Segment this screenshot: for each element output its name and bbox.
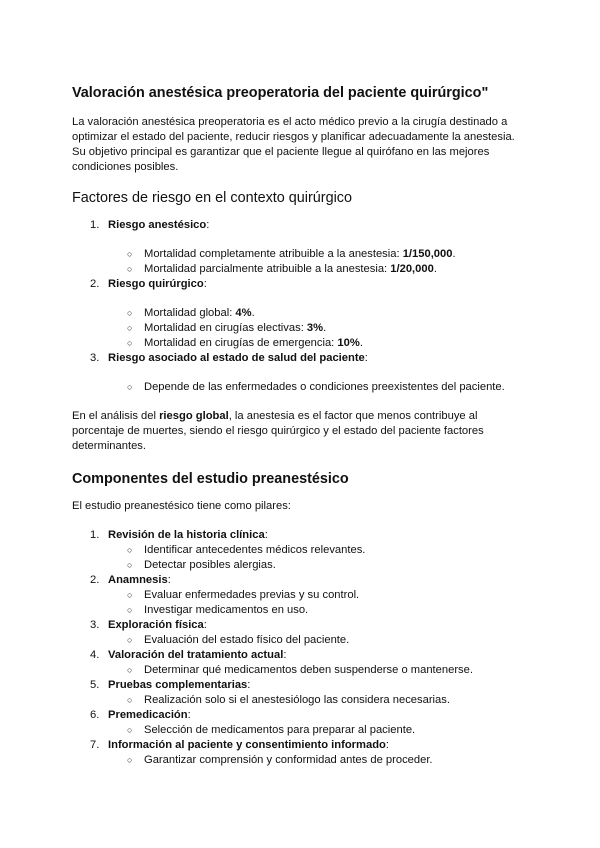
risk-list: [72, 218, 528, 395]
component-label: Valoración del tratamiento actual: [108, 649, 284, 661]
list-number: 5.: [90, 679, 100, 691]
document-content: [72, 84, 528, 774]
risk-summary-paragraph: En el análisis del riesgo global, la anestesia es el factor que menos contribuye al porcentaje de muertes, siendo el riesgo quirúrgico y el estado del paciente factores determinantes.: [72, 410, 484, 452]
list-item: ○ Investigar medicamentos en uso.: [108, 603, 528, 618]
risk-item: 2. Riesgo quirúrgico: ○ Mortalidad global: 4%. ○ Mortalidad en cirugías electivas: 3%. ○ Mortalidad en cirugías de emergencia: 10%.: [72, 277, 528, 351]
list-number: 2.: [90, 278, 100, 290]
components-section-heading: Componentes del estudio preanestésico: [72, 471, 349, 487]
list-item: ○ Garantizar comprensión y conformidad antes de proceder.: [108, 753, 528, 768]
components-list: [72, 528, 528, 768]
component-label: Revisión de la historia clínica: [108, 529, 265, 541]
component-label: Exploración física: [108, 619, 204, 631]
risk-item-label: Riesgo anestésico: [108, 219, 207, 231]
list-item: ○ Depende de las enfermedades o condiciones preexistentes del paciente.: [108, 380, 528, 395]
component-item: 1. Revisión de la historia clínica: ○ Identificar antecedentes médicos relevantes. ○ Detectar posibles alergias.: [72, 528, 528, 573]
component-sub-list: [108, 753, 528, 768]
component-sub-list: [108, 588, 528, 618]
risk-item-label: Riesgo asociado al estado de salud del paciente: [108, 352, 365, 364]
list-item: ○ Selección de medicamentos para preparar al paciente.: [108, 723, 528, 738]
list-item: ○ Mortalidad global: 4%.: [108, 306, 528, 321]
risk-item-label: Riesgo quirúrgico: [108, 278, 204, 290]
risk-item: 3. Riesgo asociado al estado de salud del paciente: ○ Depende de las enfermedades o condiciones preexistentes del paciente.: [72, 351, 528, 395]
list-number: 7.: [90, 739, 100, 751]
document-title: Valoración anestésica preoperatoria del paciente quirúrgico": [72, 85, 489, 101]
list-item: ○ Evaluar enfermedades previas y su control.: [108, 588, 528, 603]
component-item: 6. Premedicación: ○ Selección de medicamentos para preparar al paciente.: [72, 708, 528, 738]
list-number: 1.: [90, 529, 100, 541]
component-item: 2. Anamnesis: ○ Evaluar enfermedades previas y su control. ○ Investigar medicamentos en uso.: [72, 573, 528, 618]
component-item: 3. Exploración física: ○ Evaluación del estado físico del paciente.: [72, 618, 528, 648]
components-intro: El estudio preanestésico tiene como pilares:: [72, 500, 291, 512]
component-sub-list: [108, 693, 528, 708]
list-number: 4.: [90, 649, 100, 661]
component-item: 5. Pruebas complementarias: ○ Realización solo si el anestesiólogo las considera necesarias.: [72, 678, 528, 708]
component-item: 7. Información al paciente y consentimiento informado: ○ Garantizar comprensión y conformidad antes de proceder.: [72, 738, 528, 768]
risk-item: 1. Riesgo anestésico: ○ Mortalidad completamente atribuible a la anestesia: 1/150,000. ○ Mortalidad parcialmente atribuible a la anestesia: 1/20,000.: [72, 218, 528, 277]
list-item: ○ Determinar qué medicamentos deben suspenderse o mantenerse.: [108, 663, 528, 678]
list-item: ○ Realización solo si el anestesiólogo las considera necesarias.: [108, 693, 528, 708]
component-label: Información al paciente y consentimiento informado: [108, 739, 386, 751]
risk-sub-list: [108, 380, 528, 395]
list-item: ○ Mortalidad en cirugías electivas: 3%.: [108, 321, 528, 336]
component-label: Anamnesis: [108, 574, 168, 586]
component-label: Pruebas complementarias: [108, 679, 248, 691]
component-label: Premedicación: [108, 709, 188, 721]
list-item: ○ Mortalidad completamente atribuible a la anestesia: 1/150,000.: [108, 247, 528, 262]
risk-sub-list: [108, 306, 528, 351]
component-sub-list: [108, 723, 528, 738]
risk-sub-list: [108, 247, 528, 277]
intro-paragraph: La valoración anestésica preoperatoria es el acto médico previo a la cirugía destinado a optimizar el estado del paciente, reducir riesgos y planificar adecuadamente la anestesia. Su objetivo principal es garantizar que el paciente llegue al quirófano en las mejores condiciones posibles.: [72, 116, 515, 173]
list-item: ○ Identificar antecedentes médicos relevantes.: [108, 543, 528, 558]
list-item: ○ Mortalidad parcialmente atribuible a la anestesia: 1/20,000.: [108, 262, 528, 277]
component-sub-list: [108, 633, 528, 648]
risk-section-heading: Factores de riesgo en el contexto quirúrgico: [72, 190, 352, 206]
list-item: ○ Mortalidad en cirugías de emergencia: 10%.: [108, 336, 528, 351]
list-number: 3.: [90, 352, 100, 364]
list-number: 2.: [90, 574, 100, 586]
component-item: 4. Valoración del tratamiento actual: ○ Determinar qué medicamentos deben suspenderse o mantenerse.: [72, 648, 528, 678]
list-number: 3.: [90, 619, 100, 631]
list-item: ○ Detectar posibles alergias.: [108, 558, 528, 573]
component-sub-list: [108, 663, 528, 678]
component-sub-list: [108, 543, 528, 573]
list-number: 1.: [90, 219, 100, 231]
list-item: ○ Evaluación del estado físico del paciente.: [108, 633, 528, 648]
list-number: 6.: [90, 709, 100, 721]
